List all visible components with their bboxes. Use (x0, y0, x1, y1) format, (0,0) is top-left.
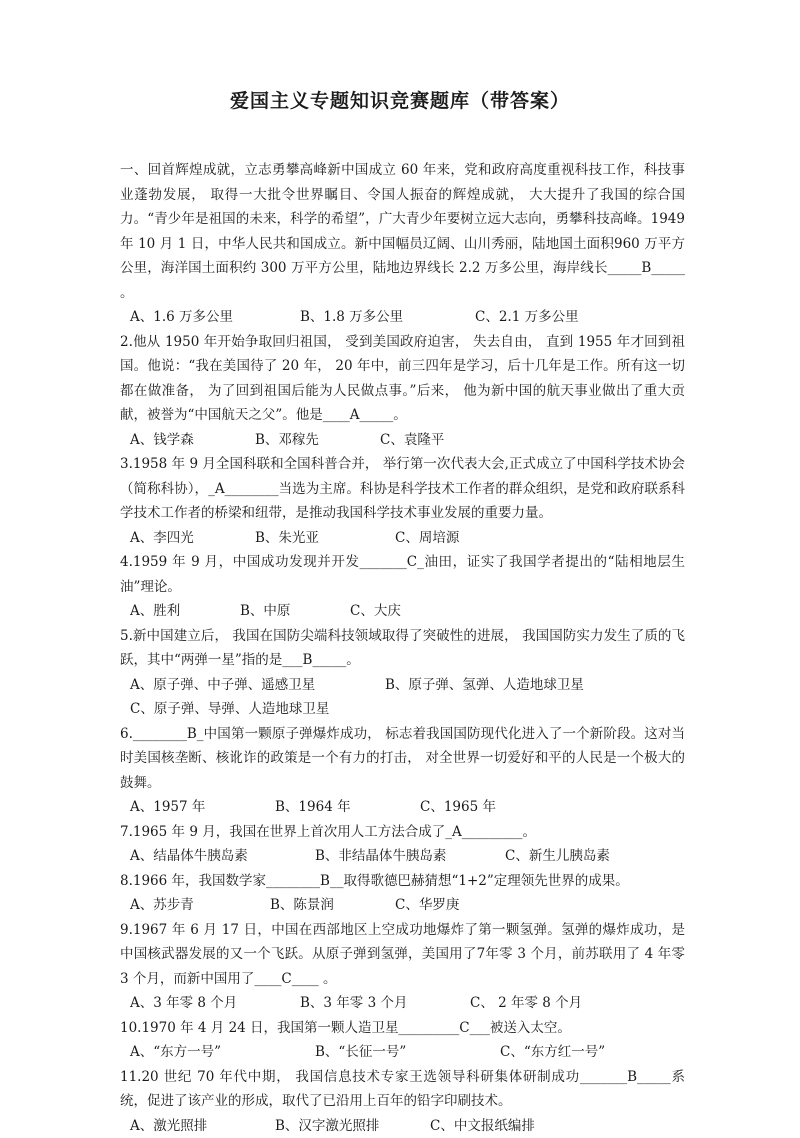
question-2-options (120, 428, 685, 453)
document-title: 爱国主义专题知识竞赛题库（带答案） (0, 86, 800, 113)
option-b: B、1.8 万多公里 (300, 305, 475, 330)
option-c: C、华罗庚 (395, 893, 459, 918)
option-a: A、激光照排 (130, 1114, 275, 1138)
question-3-text: 3.1958 年 9 月全国科联和全国科普合并， 举行第一次代表大会,正式成立了中国科学技术协会（简称科协），_A________当选为主席。科协是科学技术工作者的群众组织，是党和政府联系科学技术工作者的桥梁和纽带，是推动我国科学技术事业发展的重要力量。 (120, 452, 685, 526)
option-c: C、中文报纸编排 (430, 1114, 535, 1138)
question-11-options (120, 1114, 685, 1138)
option-a: A、胜利 (130, 599, 240, 624)
question-5-options (120, 673, 685, 722)
option-c: C、袁隆平 (380, 428, 444, 453)
option-b: B、原子弹、氢弹、人造地球卫星 (385, 673, 660, 698)
option-b: B、3 年零 3 个月 (300, 991, 470, 1016)
option-a: A、1957 年 (130, 795, 275, 820)
option-c: C、1965 年 (420, 795, 496, 820)
option-a: A、原子弹、中子弹、遥感卫星 (130, 673, 385, 698)
option-a: A、结晶体牛胰岛素 (130, 844, 315, 869)
option-b: B、朱光亚 (255, 526, 395, 551)
option-c: C、 2 年零 8 个月 (470, 991, 582, 1016)
option-a: A、1.6 万多公里 (130, 305, 300, 330)
option-b: B、汉字激光照排 (275, 1114, 430, 1138)
question-3-options (120, 526, 685, 551)
question-4-options (120, 599, 685, 624)
question-list (120, 158, 685, 1138)
option-a: A、苏步青 (130, 893, 270, 918)
question-1-text: 一、回首辉煌成就，立志勇攀高峰新中国成立 60 年来，党和政府高度重视科技工作，科技事业蓬勃发展， 取得一大批令世界瞩目、令国人振奋的辉煌成就， 大大提升了我国的综合国力。“青少年是祖国的未来，科学的希望”，广大青少年要树立远大志向，勇攀科技高峰。1949 年 10 月 1 日，中华人民共和国成立。新中国幅员辽阔、山川秀丽，陆地国土面积960 万平方公里，海洋国土面积约 300 万平方公里，陆地边界线长 2.2 万多公里，海岸线长_____B_____ 。 (120, 158, 685, 305)
question-1-options (120, 305, 685, 330)
question-5-text: 5.新中国建立后， 我国在国防尖端科技领域取得了突破性的进展， 我国国防实力发生了质的飞跃，其中“两弹一星”指的是___B_____。 (120, 624, 685, 673)
option-c: C、2.1 万多公里 (475, 305, 579, 330)
question-7-options (120, 844, 685, 869)
option-b: B、中原 (240, 599, 350, 624)
option-a: A、3 年零 8 个月 (130, 991, 300, 1016)
question-9-options (120, 991, 685, 1016)
option-c: C、原子弹、导弹、人造地球卫星 (130, 697, 329, 722)
option-a: A、钱学森 (130, 428, 255, 453)
question-11-text: 11.20 世纪 70 年代中期， 我国信息技术专家王选领导科研集体研制成功_______B_____系统，促进了该产业的形成，取代了已沿用上百年的铅字印刷技术。 (120, 1065, 685, 1114)
question-4-text: 4.1959 年 9 月，中国成功发现并开发_______C_油田，证实了我国学者提出的“陆相地层生油”理论。 (120, 550, 685, 599)
question-8-text: 8.1966 年，我国数学家________B__取得歌德巴赫猜想“1+2”定理领先世界的成果。 (120, 869, 685, 894)
option-b: B、陈景润 (270, 893, 395, 918)
question-2-text: 2.他从 1950 年开始争取回归祖国， 受到美国政府迫害， 失去自由， 直到 1955 年才回到祖国。他说：“我在美国待了 20 年， 20 年中，前三四年是学习，后十几年是工作。所有这一切都在做准备， 为了回到祖国后能为人民做点事。”后来， 他为新中国的航天事业做出了重大贡献，被誉为“中国航天之父”。他是____A_____。 (120, 330, 685, 428)
question-8-options (120, 893, 685, 918)
option-c: C、周培源 (395, 526, 459, 551)
question-6-text: 6.________B_中国第一颗原子弹爆炸成功， 标志着我国国防现代化进入了一个新阶段。这对当时美国核垄断、核讹诈的政策是一个有力的打击， 对全世界一切爱好和平的人民是一个极大的鼓舞。 (120, 722, 685, 796)
question-6-options (120, 795, 685, 820)
option-b: B、1964 年 (275, 795, 420, 820)
option-c: C、新生儿胰岛素 (505, 844, 610, 869)
question-9-text: 9.1967 年 6 月 17 日，中国在西部地区上空成功地爆炸了第一颗氢弹。氢弹的爆炸成功，是中国核武器发展的又一个飞跃。从原子弹到氢弹，美国用了7年零 3 个月，前苏联用了 4 年零 3 个月，而新中国用了____C____ 。 (120, 918, 685, 992)
option-b: B、“长征一号” (315, 1040, 500, 1065)
option-b: B、邓稼先 (255, 428, 380, 453)
option-a: A、李四光 (130, 526, 255, 551)
option-c: C、大庆 (350, 599, 401, 624)
question-7-text: 7.1965 年 9 月，我国在世界上首次用人工方法合成了_A_________。 (120, 820, 685, 845)
question-10-options (120, 1040, 685, 1065)
question-10-text: 10.1970 年 4 月 24 日，我国第一颗人造卫星_________C___被送入太空。 (120, 1016, 685, 1041)
option-c: C、“东方红一号” (500, 1040, 605, 1065)
option-a: A、“东方一号” (130, 1040, 315, 1065)
option-b: B、非结晶体牛胰岛素 (315, 844, 505, 869)
